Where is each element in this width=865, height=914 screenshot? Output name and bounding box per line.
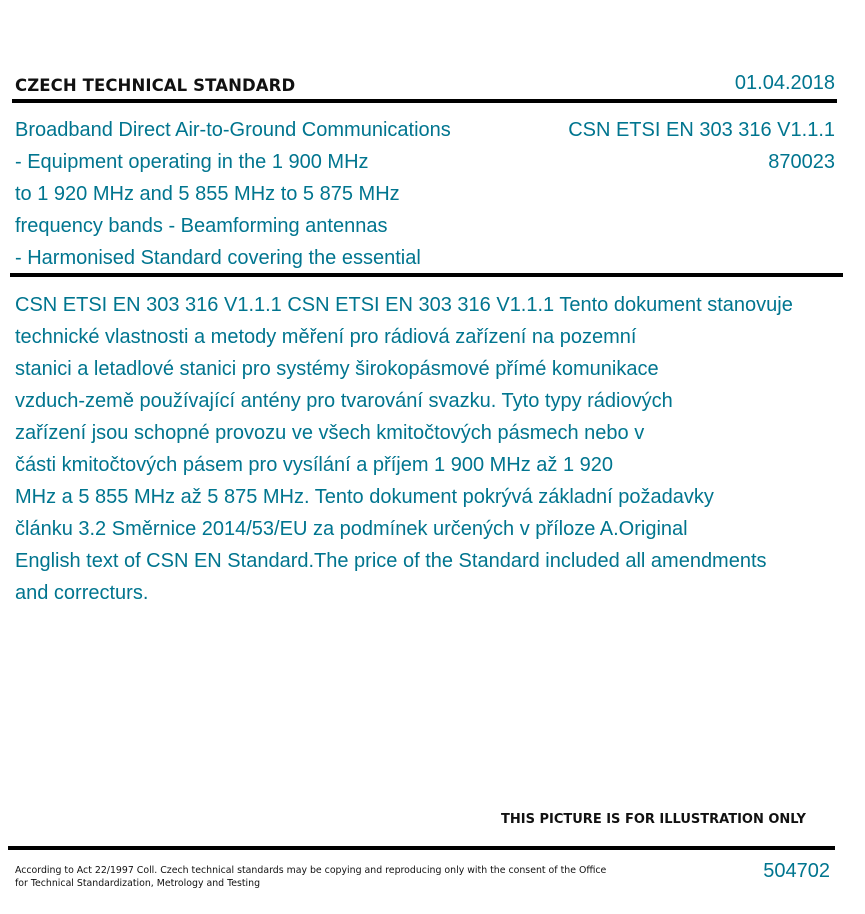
abstract-text [15,289,865,609]
abstract-line: vzduch-země používající antény pro tvarování svazku. Tyto typy rádiových [15,390,673,412]
standard-title-line: - Equipment operating in the 1 900 MHz [15,151,369,173]
document-type-heading: CZECH TECHNICAL STANDARD [15,76,296,95]
abstract-line: CSN ETSI EN 303 316 V1.1.1 CSN ETSI EN 303 316 V1.1.1 Tento dokument stanovuje [15,294,793,316]
standard-title [15,114,535,274]
abstract-line: technické vlastnosti a metody měření pro rádiová zařízení na pozemní [15,326,637,348]
standard-title-line: to 1 920 MHz and 5 855 MHz to 5 875 MHz [15,183,400,205]
abstract-line: článku 3.2 Směrnice 2014/53/EU za podmínek určených v příloze A.Original [15,518,688,540]
header-divider [12,99,837,103]
footer-divider [8,846,835,850]
legal-notice-line: According to Act 22/1997 Coll. Czech technical standards may be copying and reproducing only with the consent of the Office [15,865,607,876]
catalog-number: 504702 [763,860,830,882]
legal-notice-line: for Technical Standardization, Metrology and Testing [15,878,261,889]
abstract-line: zařízení jsou schopné provozu ve všech kmitočtových pásmech nebo v [15,422,645,444]
abstract-line: English text of CSN EN Standard.The price of the Standard included all amendments [15,550,767,572]
publication-date: 01.04.2018 [734,72,835,94]
standard-code: CSN ETSI EN 303 316 V1.1.1 [568,119,835,141]
standard-title-line: Broadband Direct Air-to-Ground Communications [15,119,451,141]
legal-notice [15,864,606,890]
standard-identifier [568,114,835,178]
abstract-line: stanici a letadlové stanici pro systémy širokopásmové přímé komunikace [15,358,659,380]
standard-title-line: - Harmonised Standard covering the essential [15,247,421,269]
illustration-disclaimer: THIS PICTURE IS FOR ILLUSTRATION ONLY [501,812,806,827]
abstract-line: and correcturs. [15,582,149,604]
abstract-line: části kmitočtových pásem pro vysílání a příjem 1 900 MHz až 1 920 [15,454,614,476]
standard-title-line: frequency bands - Beamforming antennas [15,215,388,237]
classification-number: 870023 [768,151,835,173]
title-divider [10,273,843,277]
abstract-line: MHz a 5 855 MHz až 5 875 MHz. Tento dokument pokrývá základní požadavky [15,486,714,508]
